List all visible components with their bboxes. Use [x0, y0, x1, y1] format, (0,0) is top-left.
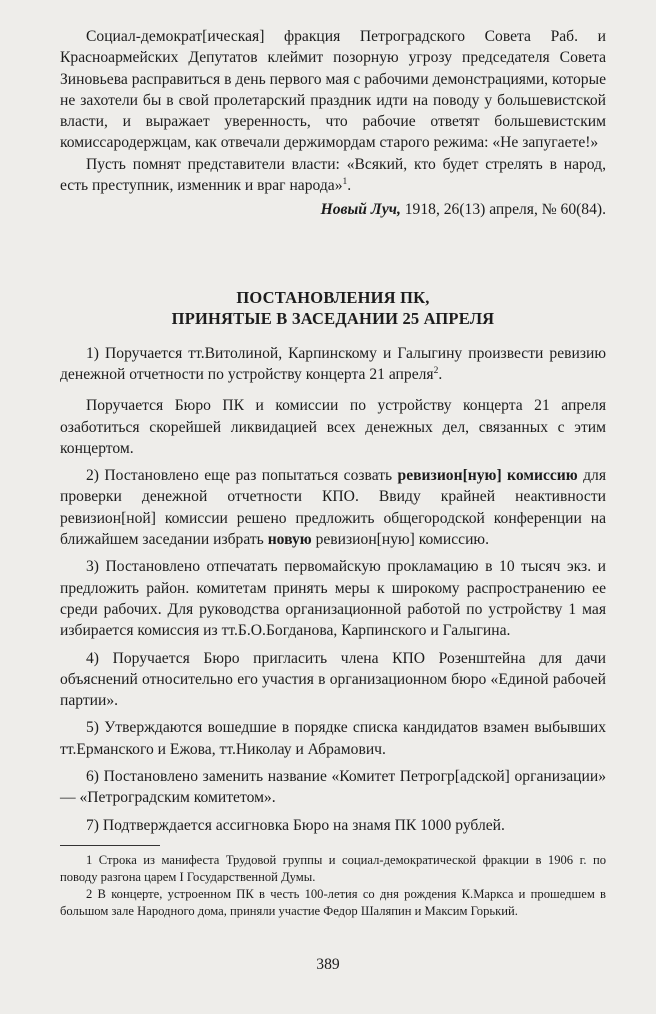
footnote-ref-1: 1: [342, 176, 348, 187]
item-1a-end: .: [438, 365, 443, 383]
source-newspaper: Новый Луч,: [320, 201, 401, 219]
item-4: 4) Поручается Бюро пригласить члена КПО Розенштейна для дачи объяснений относительно его участия в организационном бюро «Единой рабочей партии».: [60, 649, 606, 710]
item-1b: Поручается Бюро ПК и комиссии по устройству концерта 21 апреля озаботиться скорейшей ликвидацией всех денежных дел, связанных с этим концертом.: [60, 397, 606, 457]
page-body: [60, 26, 606, 920]
intro-paragraph-2: [60, 154, 606, 197]
item-2-bold-d: новую: [267, 531, 312, 549]
item-2-bold-a: ревизион[ную] комиссию: [397, 467, 578, 485]
item-7: 7) Подтверждается ассигновка Бюро на знамя ПК 1000 рублей.: [86, 816, 505, 834]
section-heading-line-2: ПРИНЯТЫЕ В ЗАСЕДАНИИ 25 АПРЕЛЯ: [171, 308, 495, 328]
item-2-part-a: 2) Постановлено еще раз попытаться созвать: [86, 467, 398, 485]
item-1a-text: 1) Поручается тт.Витолиной, Карпинскому и Галыгину произвести ревизию денежной отчетности по устройству концерта 21 апреля: [60, 344, 606, 383]
item-5: 5) Утверждаются вошедшие в порядке списка кандидатов взамен выбывших тт.Ерманского и Ежова, тт.Николау и Абрамович.: [60, 719, 606, 758]
item-2: [60, 465, 606, 550]
footnote-separator: [60, 845, 160, 846]
source-details: 1918, 26(13) апреля, № 60(84).: [400, 201, 606, 219]
intro-paragraph-2-end: .: [347, 177, 352, 195]
section-heading-line-1: ПОСТАНОВЛЕНИЯ ПК,: [236, 287, 430, 307]
item-1a: [60, 343, 606, 386]
page-number: 389: [316, 956, 340, 973]
footnote-2: 2 В концерте, устроенном ПК в честь 100-летия со дня рождения К.Маркса и прошедшем в большом зале Народного дома, приняли участие Федор Шаляпин и Максим Горький.: [60, 886, 606, 918]
section-heading: [60, 287, 606, 329]
footnote-ref-2: 2: [433, 365, 439, 376]
item-6: 6) Постановлено заменить название «Комитет Петрогр[адской] организации» — «Петроградским комитетом».: [60, 768, 606, 807]
footnote-1: 1 Строка из манифеста Трудовой группы и социал-демократической фракции в 1906 г. по поводу разгона царем I Государственной Думы.: [60, 852, 606, 884]
source-citation: [60, 199, 606, 220]
item-2-part-e: ревизион[ную] комиссию.: [311, 531, 489, 549]
item-3: 3) Постановлено отпечатать первомайскую прокламацию в 10 тысяч экз. и предложить район. комитетам принять меры к широкому распространению ее среди рабочих. Для руководства организационной работой по устройству 1 мая избирается комиссия из тт.Б.О.Богданова, Карпинского и Галыгина.: [60, 558, 606, 640]
intro-paragraph-1: Социал-демократ[ическая] фракция Петроградского Совета Раб. и Красноармейских Депутатов клеймит позорную угрозу председателя Совета Зиновьева расправиться в день первого мая с рабочими демонстрациями, которые не захотели бы в свой пролетарский праздник идти на поводу у большевистской власти, и выражает уверенность, что рабочие ответят большевистским комиссародержцам, как отвечали держимордам старого режима: «Не запугаете!»: [60, 28, 606, 152]
intro-paragraph-2-text: Пусть помнят представители власти: «Всякий, кто будет стрелять в народ, есть преступник, изменник и враг народа»: [60, 155, 606, 195]
item-2-part-c: для проверки денежной отчетности КПО. Ввиду крайней неактивности ревизион[ной] комиссии решено предложить общегородской конференции на ближайшем заседании избрать: [60, 467, 606, 549]
